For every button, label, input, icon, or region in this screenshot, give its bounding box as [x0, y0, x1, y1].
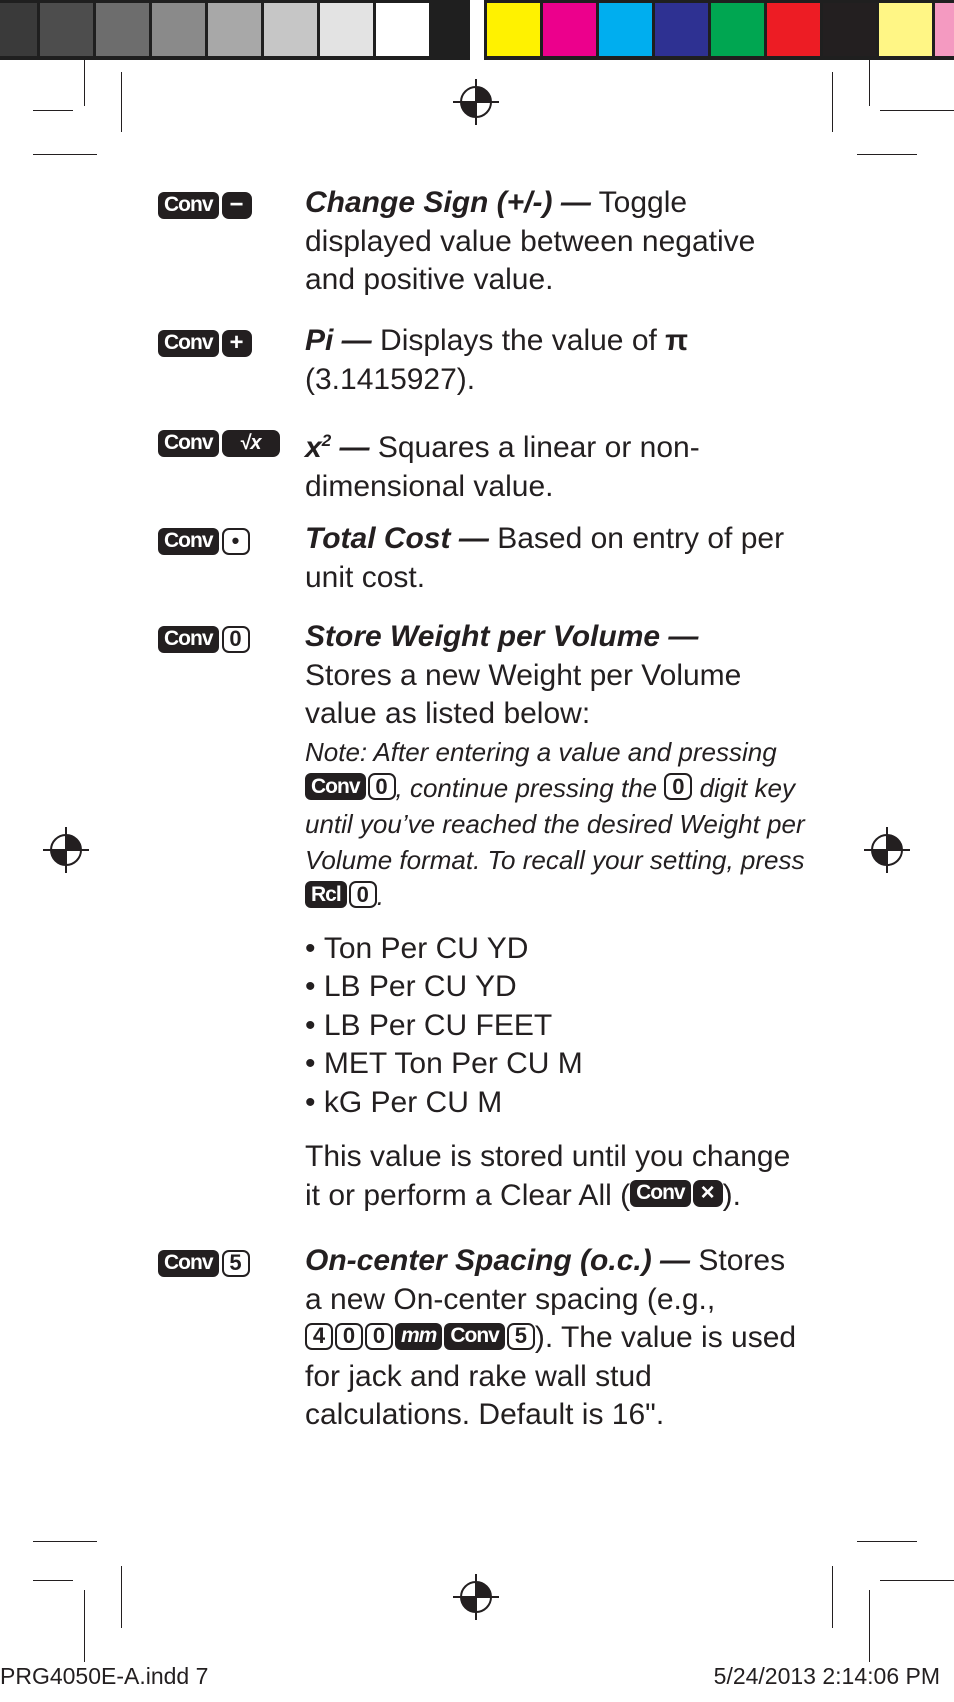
key-combo-store-weight [158, 624, 250, 654]
color-swatch [879, 3, 932, 56]
crop-mark [832, 72, 833, 132]
crop-mark [880, 1580, 954, 1581]
mm-key: mm [395, 1323, 442, 1350]
footer-file-name: PRG4050E-A.indd 7 [0, 1663, 209, 1689]
entry-text: Stores a new On-center spacing (e.g., [305, 1244, 786, 1316]
entry-change-sign [305, 184, 805, 300]
key-combo-x-squared [158, 428, 280, 458]
pi-symbol: π [665, 324, 689, 357]
registration-mark-icon [864, 827, 910, 873]
inline-key-combo [305, 881, 377, 908]
list-item: • LB Per CU FEET [305, 1007, 805, 1046]
conv-key: Conv [444, 1323, 505, 1350]
crop-mark [832, 1566, 833, 1628]
gray-swatch [152, 3, 205, 56]
registration-mark-icon [43, 827, 89, 873]
crop-mark [84, 1590, 85, 1662]
conv-key: Conv [158, 192, 219, 219]
entry-title: Store Weight per Volume — [305, 620, 699, 653]
entry-text: Displays the value of [371, 324, 666, 357]
entry-text: Based on entry of per unit cost. [305, 522, 785, 594]
stored-note [305, 1138, 805, 1215]
plus-key: + [222, 330, 252, 357]
entry-title-dash: — [331, 431, 370, 464]
five-key: 5 [222, 1250, 250, 1277]
color-swatch [711, 3, 764, 56]
sqrt-key: √x [222, 430, 280, 457]
conv-key: Conv [158, 528, 219, 555]
decimal-point-key: • [222, 528, 250, 555]
grayscale-strip [0, 0, 470, 60]
times-key: × [693, 1180, 723, 1207]
entry-note [305, 734, 805, 914]
color-swatch [599, 3, 652, 56]
entry-title-superscript: 2 [321, 431, 332, 450]
key-combo-total-cost [158, 526, 250, 556]
gray-swatch [264, 3, 317, 56]
entry-text: Squares a linear or non-dimensional value. [305, 431, 700, 503]
crop-mark [33, 1580, 73, 1581]
weight-per-volume-list [305, 930, 805, 1123]
gray-swatch [0, 3, 37, 56]
color-calibration-bar [0, 0, 954, 61]
list-item: • MET Ton Per CU M [305, 1045, 805, 1084]
zero-key: 0 [349, 881, 377, 908]
conv-key: Conv [158, 626, 219, 653]
inline-key-combo [630, 1180, 723, 1207]
entry-title: On-center Spacing (o.c.) — [305, 1244, 691, 1277]
crop-mark [857, 1541, 917, 1542]
crop-mark [84, 60, 85, 106]
crop-mark [121, 1566, 122, 1628]
entry-text: ). The value is used for jack and rake wall stud calculations. Default is 16". [305, 1321, 797, 1431]
color-swatch [823, 3, 876, 56]
color-swatch [487, 3, 540, 56]
key-combo-pi [158, 328, 252, 358]
color-swatch [767, 3, 820, 56]
minus-key: − [222, 192, 252, 219]
conv-key: Conv [158, 430, 219, 457]
key-combo-oc-spacing [158, 1248, 250, 1278]
list-item: • Ton Per CU YD [305, 930, 805, 969]
note-part: digit key until you’ve reached the desired Weight per Volume format. To recall your setting, press [305, 772, 805, 875]
inline-key [664, 773, 692, 800]
zero-key: 0 [222, 626, 250, 653]
color-swatch [655, 3, 708, 56]
entry-title: Pi — [305, 324, 372, 357]
conv-key: Conv [305, 773, 366, 800]
entry-pi [305, 322, 805, 399]
gray-swatch [376, 3, 429, 56]
registration-mark-icon [453, 79, 499, 125]
conv-key: Conv [630, 1180, 691, 1207]
stored-text: This value is stored until you change it or perform a Clear All ( [305, 1140, 791, 1212]
pi-value: (3.1415927). [305, 362, 476, 396]
list-item: • LB Per CU YD [305, 968, 805, 1007]
inline-key-combo [305, 1323, 535, 1350]
crop-mark [869, 60, 870, 106]
gray-swatch [96, 3, 149, 56]
note-part: . [376, 880, 384, 911]
five-key: 5 [507, 1323, 535, 1350]
conv-key: Conv [158, 330, 219, 357]
gray-swatch [40, 3, 93, 56]
color-swatch [543, 3, 596, 56]
entry-x-squared [305, 422, 805, 506]
entry-store-weight [305, 618, 805, 1215]
crop-mark [880, 110, 954, 111]
crop-mark [33, 154, 97, 155]
list-item: • kG Per CU M [305, 1084, 805, 1123]
note-part: , continue pressing the [395, 772, 665, 803]
zero-key: 0 [368, 773, 396, 800]
entry-total-cost [305, 520, 805, 597]
entry-text: Toggle displayed value between negative and positive value. [305, 186, 756, 296]
zero-key: 0 [365, 1323, 393, 1350]
crop-mark [869, 1590, 870, 1662]
entry-text: Stores a new Weight per Volume value as listed below: [305, 658, 742, 730]
crop-mark [857, 154, 917, 155]
inline-key-combo [305, 773, 396, 800]
note-part: Note: After entering a value and pressing [305, 736, 777, 767]
entry-title: Change Sign (+/-) — [305, 186, 591, 219]
crop-mark [33, 110, 73, 111]
process-color-strip [484, 0, 954, 60]
crop-mark [33, 1541, 97, 1542]
color-swatch [935, 3, 954, 56]
gray-swatch [208, 3, 261, 56]
key-combo-change-sign [158, 190, 252, 220]
entry-title: x [305, 431, 322, 464]
entry-oc-spacing [305, 1242, 805, 1435]
gray-swatch [320, 3, 373, 56]
zero-key: 0 [335, 1323, 363, 1350]
zero-key: 0 [664, 773, 692, 800]
rcl-key: Rcl [305, 881, 347, 908]
crop-mark [121, 72, 122, 132]
entry-title: Total Cost — [305, 522, 489, 555]
stored-text: ). [722, 1178, 741, 1212]
four-key: 4 [305, 1323, 333, 1350]
registration-mark-icon [453, 1574, 499, 1620]
footer-date: 5/24/2013 2:14:06 PM [713, 1663, 940, 1689]
conv-key: Conv [158, 1250, 219, 1277]
